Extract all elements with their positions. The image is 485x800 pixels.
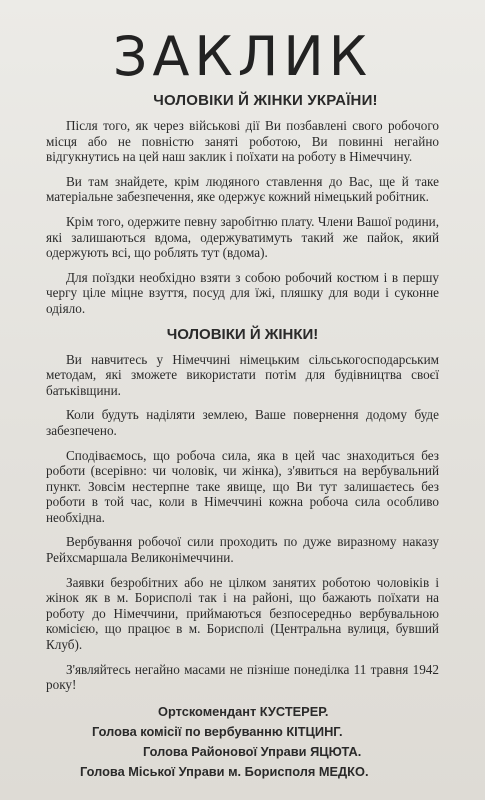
paragraph: Після того, як через військові дії Ви позбавлені свого робочого місця або не повністю заняті роботою, Ви повинні негайно відгукнутись на цей наш заклик і поїхати на роботу в Німеччину. [46,118,439,165]
paragraph: З'являйтесь негайно масами не пізніше понеділка 11 травня 1942 року! [46,661,439,693]
signature-line: Голова Районової Управи ЯЦЮТА. [143,743,362,759]
paragraph: Заявки безробітних або не цілком занятих роботою чоловіків і жінок як в м. Борисполі так і на районі, що бажають поїхати на роботу до Німеччини, приймаються безпосередньо вербувальною комісією, що працює в м. Борисполі (Центральна вулиця, бувший Клуб). [46,574,439,653]
paragraph: Коли будуть наділяти землею, Ваше повернення додому буде забезпечено. [46,407,439,438]
signature-line: Голова Міської Управи м. Борисполя МЕДКО. [80,763,369,779]
signature-line: Ортскомендант КУСТЕРЕР. [158,703,329,719]
poster-title: ЗАКЛИК [112,25,373,88]
paragraph: Ви там знайдете, крім людяного ставлення до Вас, ще й таке матеріальне забезпечення, яке одержує кожний німецький робітник. [46,173,439,205]
paragraph: Ви навчитесь у Німеччині німецьким сільськогосподарським методам, які зможете використати потім для будівництва своєї батьківщини. [46,351,439,398]
signature-line: Голова комісії по вербуванню КІТЦИНГ. [92,723,343,739]
signature-block [46,702,439,782]
paragraph: Для поїздки необхідно взяти з собою робочий костюм і в першу чергу ціле міцне взуття, посуд для їжі, пляшку для води і суконне одіяло. [46,269,439,316]
poster-subtitle: ЧОЛОВІКИ Й ЖІНКИ УКРАЇНИ! [153,92,378,109]
paragraph: Сподіваємось, що робоча сила, яка в цей час знаходиться без роботи (всерівно: чи чоловік, чи жінка), з'явиться на вербувальний пункт. Зовсім нестерпне таке явище, що Ви тут залишаєтесь без роботи в той час, коли в Німеччині кожна робоча сила особливо необхідна. [46,447,439,525]
section-heading: ЧОЛОВІКИ Й ЖІНКИ! [166,325,319,343]
paragraph: Вербування робочої сили проходить по дуже виразному наказу Рейхсмаршала Великонімеччини. [46,534,439,566]
paragraph: Крім того, одержите певну заробітню плату. Члени Вашої родини, які залишаються вдома, одержуватимуть такий же пайок, який одержують всі, що роблять тут (вдома). [46,213,439,261]
